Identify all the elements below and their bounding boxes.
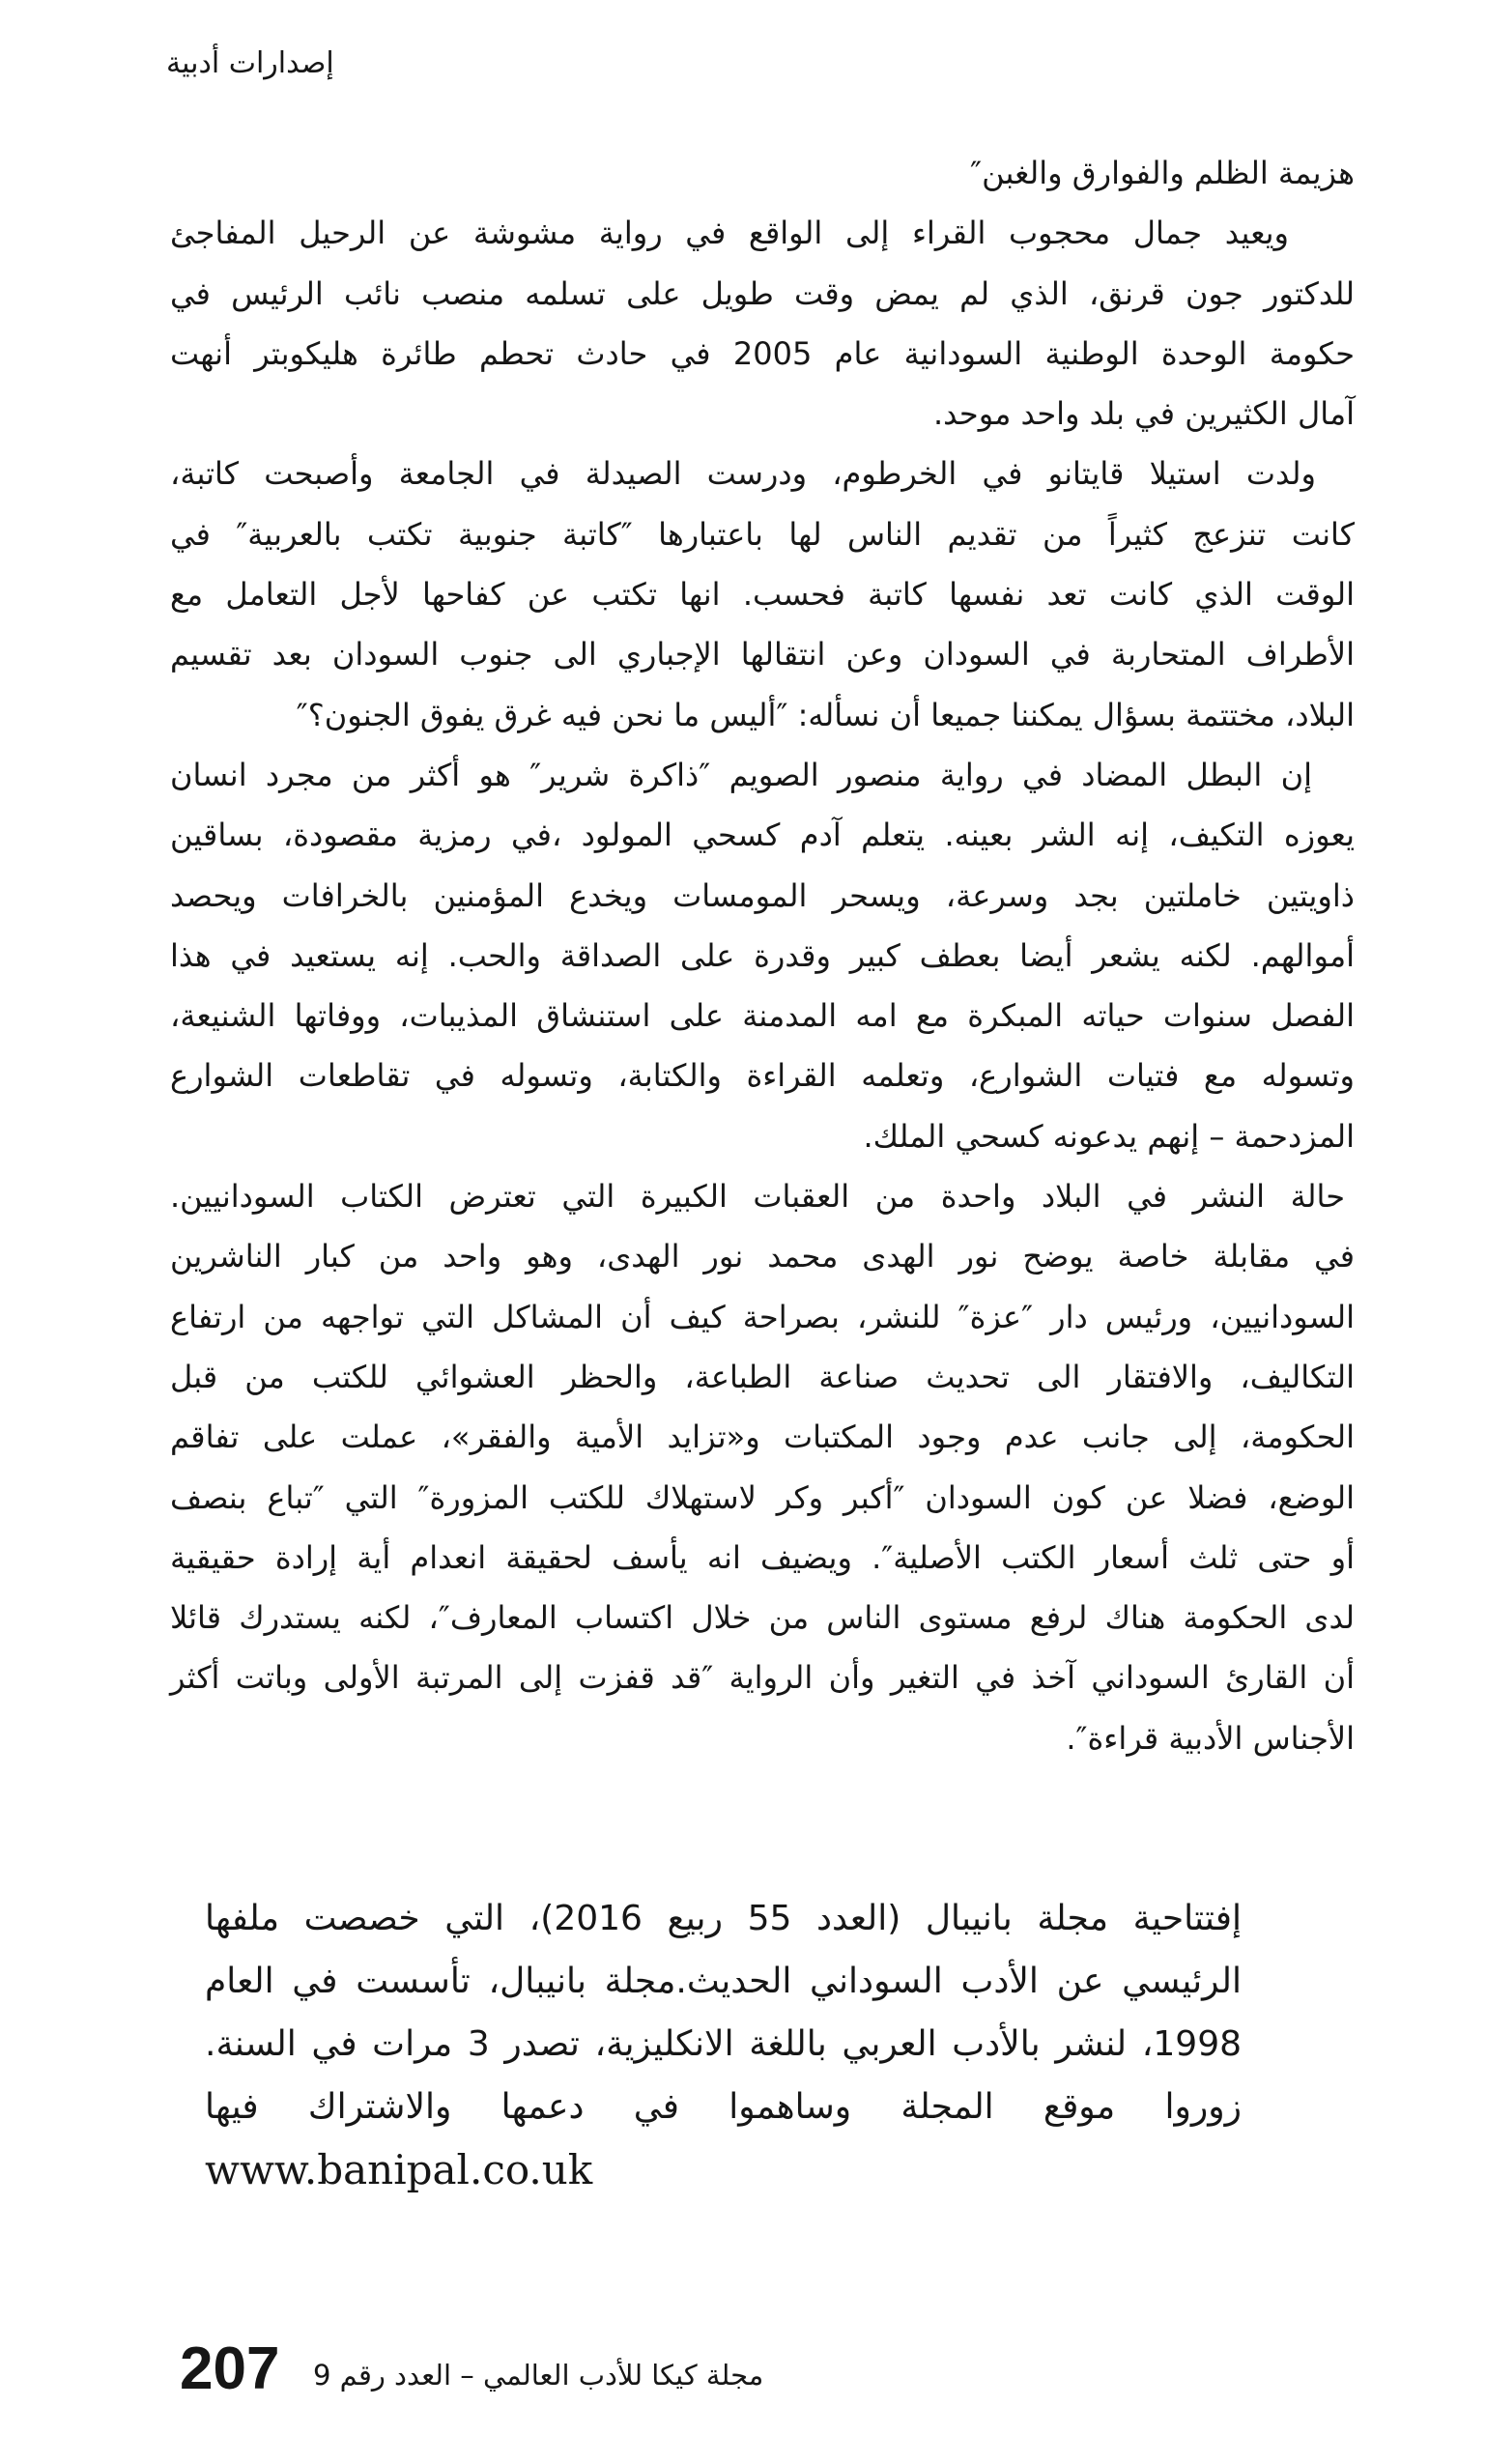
page-number: 207	[180, 2335, 280, 2402]
website-url: www.banipal.co.uk	[205, 2146, 593, 2193]
article-line: آمال الكثيرين في بلد واحد موحد.	[932, 395, 1355, 433]
article-paragraph	[170, 1166, 1355, 1768]
article-line: الأطراف المتحاربة في السودان وعن انتقالها الإجباري الى جنوب السودان بعد تقسيم	[170, 636, 1355, 673]
article-line: كانت تنزعج كثيراً من تقديم الناس لها باعتبارها ″كاتبة جنوبية تكتب بالعربية″ في	[170, 515, 1355, 553]
article-paragraph	[170, 203, 1355, 444]
article-line: أو حتى ثلث أسعار الكتب الأصلية″. ويضيف انه يأسف لحقيقة انعدام أية إرادة حقيقية	[170, 1538, 1355, 1576]
article-line: الأجناس الأدبية قراءة″.	[1066, 1719, 1355, 1757]
article-body	[170, 143, 1355, 1768]
banipal-info-box	[205, 1887, 1242, 2201]
article-line: في مقابلة خاصة يوضح نور الهدى محمد نور الهدى، وهو واحد من كبار الناشرين	[170, 1238, 1355, 1275]
article-line: إن البطل المضاد في رواية منصور الصويم ″ذاكرة شرير″ هو أكثر من مجرد انسان	[170, 756, 1312, 793]
info-box-line: زوروا موقع المجلة وساهموا في دعمها والاشتراك فيها	[205, 2087, 1242, 2127]
article-line: أموالهم. لكنه يشعر أيضا بعطف كبير وقدرة على الصداقة والحب. إنه يستعيد في هذا	[170, 936, 1355, 974]
info-box-line: 1998، لنشر بالأدب العربي باللغة الانكليزية، تصدر 3 مرات في السنة.	[205, 2024, 1243, 2064]
article-line: أن القارئ السوداني آخذ في التغير وأن الرواية ″قد قفزت إلى المرتبة الأولى وباتت أكثر	[170, 1659, 1355, 1697]
footer-magazine-title: مجلة كيكا للأدب العالمي – العدد رقم 9	[313, 2359, 764, 2392]
article-line: الوضع، فضلا عن كون السودان ″أكبر وكر لاستهلاك للكتب المزورة″ التي ″تباع بنصف	[170, 1478, 1355, 1516]
article-line: لدى الحكومة هناك لرفع مستوى الناس من خلال اكتساب المعارف″، لكنه يستدرك قائلا	[170, 1599, 1355, 1637]
article-paragraph	[170, 444, 1355, 744]
article-line: للدكتور جون قرنق، الذي لم يمض وقت طويل على تسلمه منصب نائب الرئيس في	[170, 274, 1355, 312]
article-line: ويعيد جمال محجوب القراء إلى الواقع في رواية مشوشة عن الرحيل المفاجئ	[170, 215, 1289, 252]
article-line: السودانيين، ورئيس دار ″عزة″ للنشر، بصراحة كيف أن المشاكل التي تواجهه من ارتفاع	[170, 1298, 1355, 1335]
article-line: حكومة الوحدة الوطنية السودانية عام 2005 في حادث تحطم طائرة هليكوبتر أنهت	[170, 334, 1356, 372]
article-line: الفصل سنوات حياته المبكرة مع امه المدمنة على استنشاق المذيبات، ووفاتها الشنيعة،	[170, 997, 1355, 1035]
article-line: يعوزه التكيف، إنه الشر بعينه. يتعلم آدم كسحي المولود ،في رمزية مقصودة، بساقين	[170, 817, 1355, 854]
article-paragraph	[170, 745, 1355, 1166]
article-line: حالة النشر في البلاد واحدة من العقبات الكبيرة التي تعترض الكتاب السودانيين.	[170, 1178, 1345, 1216]
info-box-line: إفتتاحية مجلة بانيبال (العدد 55 ربيع 2016)، التي خصصت ملفها	[205, 1899, 1242, 1938]
article-line: هزيمة الظلم والفوارق والغبن″	[970, 155, 1355, 191]
article-line: المزدحمة – إنهم يدعونه كسحي الملك.	[863, 1117, 1355, 1155]
article-paragraph	[170, 143, 1355, 203]
info-box-line: الرئيسي عن الأدب السوداني الحديث.مجلة بانيبال، تأسست في العام	[205, 1962, 1242, 2001]
article-line: ولدت استيلا قايتانو في الخرطوم، ودرست الصيدلة في الجامعة وأصبحت كاتبة،	[170, 455, 1316, 493]
article-line: ذاويتين خاملتين بجد وسرعة، ويسحر المومسات ويخدع المؤمنين بالخرافات ويحصد	[170, 876, 1355, 914]
article-line: الوقت الذي كانت تعد نفسها كاتبة فحسب. انها تكتب عن كفاحها لأجل التعامل مع	[170, 576, 1355, 614]
article-line: الحكومة، إلى جانب عدم وجود المكتبات و«تزايد الأمية والفقر»، عملت على تفاقم	[170, 1418, 1355, 1456]
article-line: وتسوله مع فتيات الشوارع، وتعلمه القراءة والكتابة، وتسوله في تقاطعات الشوارع	[170, 1057, 1355, 1095]
running-header: إصدارات أدبية	[166, 46, 334, 80]
article-line: البلاد، مختتمة بسؤال يمكننا جميعا أن نسأله: ″أليس ما نحن فيه غرق يفوق الجنون؟″	[296, 696, 1355, 733]
article-line: التكاليف، والافتقار الى تحديث صناعة الطباعة، والحظر العشوائي للكتب من قبل	[170, 1358, 1355, 1395]
